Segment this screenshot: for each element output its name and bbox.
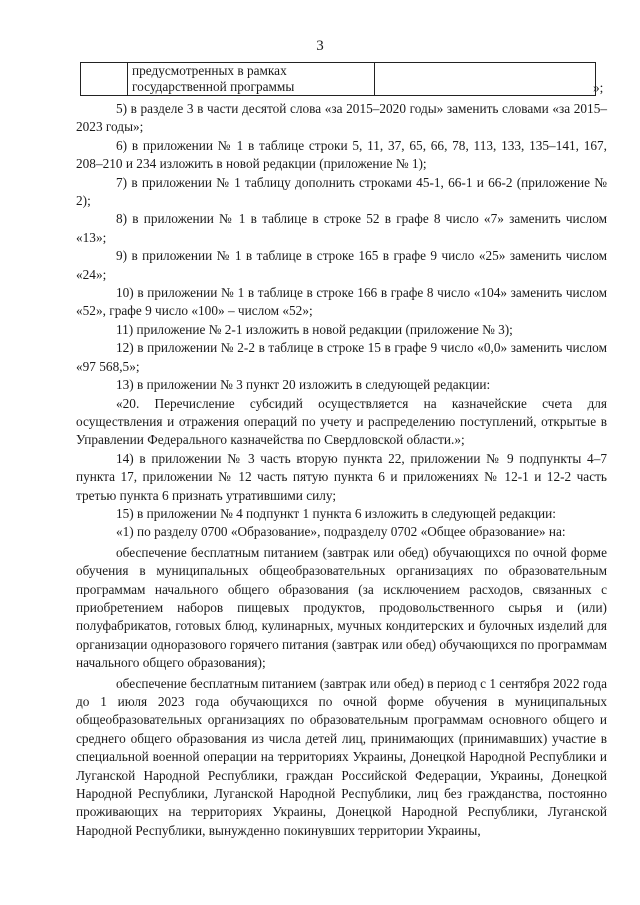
quoted-paragraph-20: «20. Перечисление субсидий осуществляется на казначейские счета для осуществления и отражения операций по учету и распределению поступлений, открытые в Управлении Федерального казначейства по Свердловской области.»;: [76, 395, 607, 448]
paragraph-free-meals-svo: обеспечение бесплатным питанием (завтрак или обед) в период с 1 сентября 2022 года до 1 июля 2023 года обучающихся по очной форме обучения в муниципальных общеобразовательных организациях по образовательным программам основного общего и среднего общего образования из числа детей лиц, принимающих (принимавших) участие в специальной военной операции на территориях Украины, Донецкой Народной Республики и Луганской Народной Республики, граждан Российской Федерации, Украины, Донецкой Народной Республики, Луганской Народной Республики, лиц без гражданства, постоянно проживающих на территориях Украины, Донецкой Народной Республики, Луганской Народной Республики, вынужденно покинувших территории Украины,: [76, 675, 607, 838]
table-cell-text: [128, 63, 375, 96]
paragraph-item-6: 6) в приложении № 1 в таблице строки 5, 11, 37, 65, 66, 78, 113, 133, 135–141, 167, 208–210 и 234 изложить в новой редакции (приложение № 1);: [76, 137, 607, 172]
page-number: 3: [316, 38, 324, 54]
paragraph-item-8: 8) в приложении № 1 в таблице в строке 52 в графе 8 число «7» заменить числом «13»;: [76, 211, 607, 245]
paragraph-free-meals-primary: обеспечение бесплатным питанием (завтрак или обед) обучающихся по очной форме обучения в муниципальных общеобразовательных организациях по образовательным программам начального общего образования (за исключением расходов, связанных с приобретением наборов пищевых продуктов, продовольственного сырья и (или) полуфабрикатов, готовых блюд, кулинарных, мучных кондитерских и булочных изделий для организации одноразового горячего питания (завтрак или обед) обучающихся по программам начального общего образования);: [76, 544, 607, 671]
document-body: [76, 100, 607, 840]
paragraph-item-13: 13) в приложении № 3 пункт 20 изложить в следующей редакции:: [116, 377, 491, 393]
quoted-subparagraph-1: «1) по разделу 0700 «Образование», подразделу 0702 «Общее образование» на:: [116, 524, 566, 540]
paragraph-item-10: 10) в приложении № 1 в таблице в строке 166 в графе 8 число «104» заменить числом «52», графе 9 число «100» – числом «52»;: [76, 285, 607, 319]
paragraph-item-12: 12) в приложении № 2-2 в таблице в строке 15 в графе 9 число «0,0» заменить числом «97 568,5»;: [76, 340, 607, 374]
table-cell-empty: [375, 63, 596, 96]
paragraph-item-14: 14) в приложении № 3 часть вторую пункта 22, приложении № 9 подпункты 4–7 пункта 17, приложении № 12 часть пятую пункта 6 и приложениях № 12-1 и 12-2 часть третью пункта 6 признать утратившими силу;: [76, 450, 607, 503]
paragraph-item-9: 9) в приложении № 1 в таблице в строке 165 в графе 9 число «25» заменить числом «24»;: [76, 248, 607, 282]
table-cell-line: предусмотренных в рамках: [132, 63, 287, 78]
paragraph-item-15: 15) в приложении № 4 подпункт 1 пункта 6 изложить в следующей редакции:: [116, 505, 556, 521]
table-cell-line: государственной программы: [132, 79, 295, 94]
paragraph-item-11: 11) приложение № 2-1 изложить в новой редакции (приложение № 3);: [116, 321, 513, 337]
closing-quote: »;: [593, 80, 604, 95]
paragraph-item-7: 7) в приложении № 1 таблицу дополнить строками 45-1, 66-1 и 66-2 (приложение № 2);: [76, 174, 607, 209]
table-row: [81, 63, 596, 96]
table-fragment: [80, 62, 596, 96]
table-cell-empty: [81, 63, 128, 96]
paragraph-item-5: 5) в разделе 3 в части десятой слова «за 2015–2020 годы» заменить словами «за 2015–2023 годы»;: [76, 101, 607, 135]
